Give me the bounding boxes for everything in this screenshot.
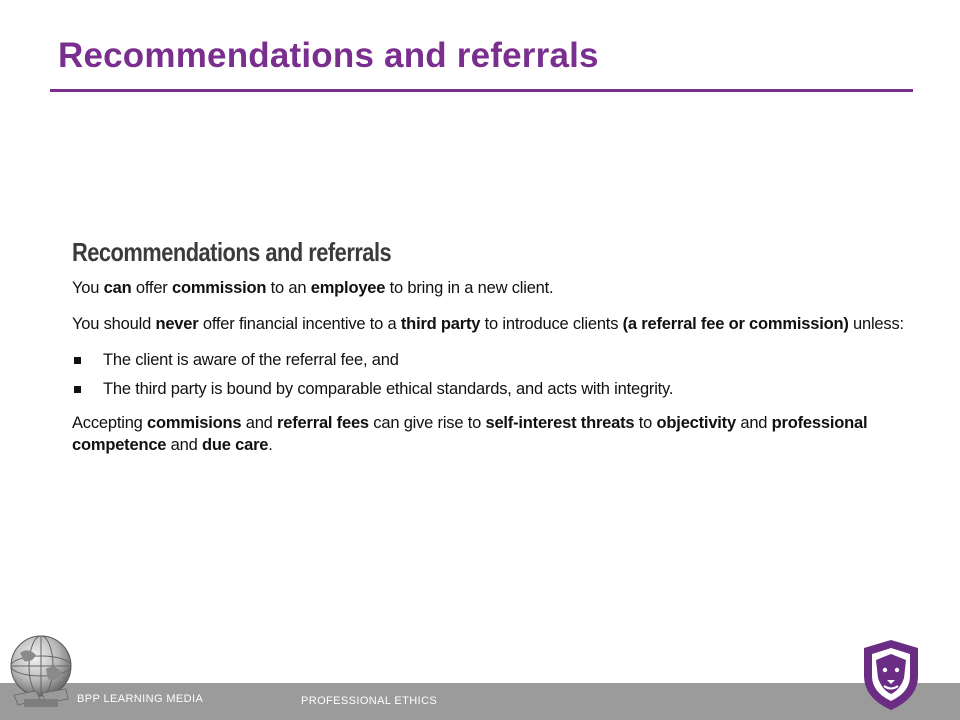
text-run-bold: commisions — [147, 414, 242, 432]
paragraph-commission — [72, 277, 912, 299]
lion-shield-icon — [860, 638, 922, 712]
text-run: and — [241, 414, 278, 432]
text-run-bold: third party — [400, 315, 481, 333]
footer-course: PROFESSIONAL ETHICS — [301, 695, 438, 707]
paragraph-financial-incentive — [72, 313, 912, 335]
footer-publisher: BPP LEARNING MEDIA — [77, 693, 204, 705]
text-run-bold: professional competence — [72, 414, 868, 454]
text-run: to introduce clients — [480, 315, 623, 333]
paragraph-threats — [72, 412, 912, 456]
text-run-bold: referral fees — [277, 414, 369, 432]
title-divider — [50, 89, 913, 92]
text-run-bold: can — [103, 279, 132, 297]
text-run: and — [735, 414, 772, 432]
bullet-square-icon — [74, 357, 81, 364]
text-run-bold: commission — [171, 279, 267, 297]
list-item — [72, 349, 912, 371]
text-run: to bring in a new client. — [385, 279, 554, 297]
text-run: You should — [72, 315, 156, 333]
text-run-bold: due care — [202, 436, 269, 454]
text-run: . — [268, 436, 273, 454]
text-run: can give rise to — [368, 414, 486, 432]
text-run: offer — [131, 279, 172, 297]
list-item — [72, 378, 912, 400]
text-run: You — [72, 279, 104, 297]
text-run-bold: (a referral fee or commission) — [622, 315, 849, 333]
text-run-bold: never — [155, 315, 199, 333]
globe-icon — [6, 633, 76, 711]
slide-title: Recommendations and referrals — [58, 36, 599, 75]
text-run: to an — [266, 279, 311, 297]
list-item-text: The client is aware of the referral fee, and — [103, 351, 399, 369]
text-run: to — [634, 414, 657, 432]
text-run-bold: employee — [310, 279, 386, 297]
text-run: Accepting — [72, 414, 148, 432]
conditions-list — [72, 349, 912, 400]
list-item-text: The third party is bound by comparable ethical standards, and acts with integrity. — [103, 380, 674, 398]
text-run: unless: — [848, 315, 904, 333]
text-run: offer financial incentive to a — [198, 315, 401, 333]
content-heading: Recommendations and referrals — [72, 237, 392, 267]
text-run: and — [166, 436, 202, 454]
footer-bar — [0, 683, 960, 720]
bullet-square-icon — [74, 386, 81, 393]
text-run-bold: self-interest threats — [485, 414, 635, 432]
embedded-content — [72, 237, 912, 470]
text-run-bold: objectivity — [656, 414, 736, 432]
